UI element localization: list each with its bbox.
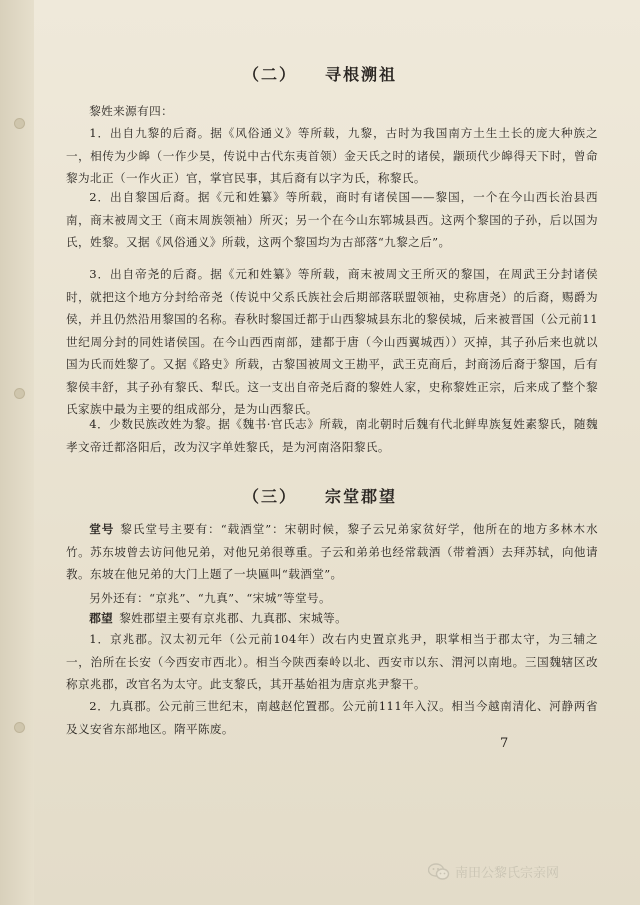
binding-hole [14, 722, 25, 733]
binding-hole [14, 388, 25, 399]
section-title: 寻根溯祖 [325, 65, 398, 84]
section-number: （二） [242, 65, 297, 84]
wechat-icon [428, 863, 450, 881]
other-halls: 另外还有：“京兆”、“九真”、“宋城”等堂号。 [89, 591, 332, 605]
section-number: （三） [242, 487, 297, 506]
origins-intro: 黎姓来源有四： [89, 104, 174, 118]
origins-paragraph-4: 4．少数民族改姓为黎。据《魏书·官氏志》所载，南北朝时后魏有代北鲜卑族复姓素黎氏，随魏孝文帝迁都洛阳后，改为汉字单姓黎氏，是为河南洛阳黎氏。 [66, 417, 598, 454]
section-heading-origins [0, 62, 640, 85]
origins-paragraph-1: 1．出自九黎的后裔。据《风俗通义》等所载，九黎，古时为我国南方土生土长的庞大种族之一，相传为少皞（一作少昊，传说中古代东夷首领）金天氏之时的诸侯，颛顼代少皞得天下时，曾命黎为北正（一作火正）官，掌官民事，其后裔有以字为氏，称黎氏。 [66, 126, 598, 185]
prefecture-item-2: 2．九真郡。公元前三世纪末，南越赵佗置郡。公元前111年入汉。相当今越南清化、河静两省及义安省东部地区。隋平陈废。 [66, 699, 598, 736]
watermark-brand [428, 862, 559, 881]
section-title: 宗堂郡望 [325, 487, 398, 506]
hall-text: 黎氏堂号主要有：“载酒堂”：宋朝时候，黎子云兄弟家贫好学，他所在的地方多林木水竹。苏东坡曾去访问他兄弟，对他兄弟很尊重。子云和弟弟也经常载酒（带着酒）去拜苏轼，向他请教。东坡在他兄弟的大门上题了一块匾叫“载酒堂”。 [66, 522, 598, 581]
section-heading-halls [0, 484, 640, 507]
prefecture-item-1: 1．京兆郡。汉太初元年（公元前104年）改右内史置京兆尹，职掌相当于郡太守，为三辅之一，治所在长安（今西安市西北）。相当今陕西秦岭以北、西安市以东、渭河以南地。三国魏辖区改称京兆郡，改官名为太守。此支黎氏，其开基始祖为唐京兆尹黎干。 [66, 632, 598, 691]
prefecture-label: 郡望 [89, 611, 114, 625]
page-left-edge [0, 0, 34, 905]
prefecture-text: 黎姓郡望主要有京兆郡、九真郡、宋城等。 [119, 611, 348, 625]
brand-text: 南田公黎氏宗亲网 [455, 866, 560, 881]
hall-name-paragraph [66, 518, 598, 586]
binding-hole [14, 118, 25, 129]
page-number: 7 [500, 736, 509, 751]
origins-paragraph-2: 2．出自黎国后裔。据《元和姓纂》等所载，商时有诸侯国——黎国，一个在今山西长治县西南，商末被周文王（商末周族领袖）所灭；另一个在今山东郓城县西。这两个黎国的子孙，后以国为氏，姓黎。又据《风俗通义》所载，这两个黎国均为古部落“九黎之后”。 [66, 190, 598, 249]
hall-label: 堂号 [89, 522, 115, 536]
origins-paragraph-3: 3．出自帝尧的后裔。据《元和姓纂》等所载，商末被周文王所灭的黎国，在周武王分封诸侯时，就把这个地方分封给帝尧（传说中父系氏族社会后期部落联盟领袖，史称唐尧）的后裔，赐爵为侯，并且仍然沿用黎国的名称。春秋时黎国迁都于山西黎城县东北的黎侯城，后来被晋国（公元前11世纪周分封的同姓诸侯国。在今山西西南部，建都于唐（今山西翼城西））灭掉，其子孙后来也就以国为氏而姓黎了。又据《路史》所载，古黎国被周文王勘平，武王克商后，封商汤后裔于黎国，后有黎侯丰舒，其子孙有黎氏、犁氏。这一支出自帝尧后裔的黎姓人家，史称黎姓正宗，后来成了整个黎氏家族中最为主要的组成部分，是为山西黎氏。 [66, 267, 598, 416]
prefecture-paragraph [66, 607, 598, 630]
